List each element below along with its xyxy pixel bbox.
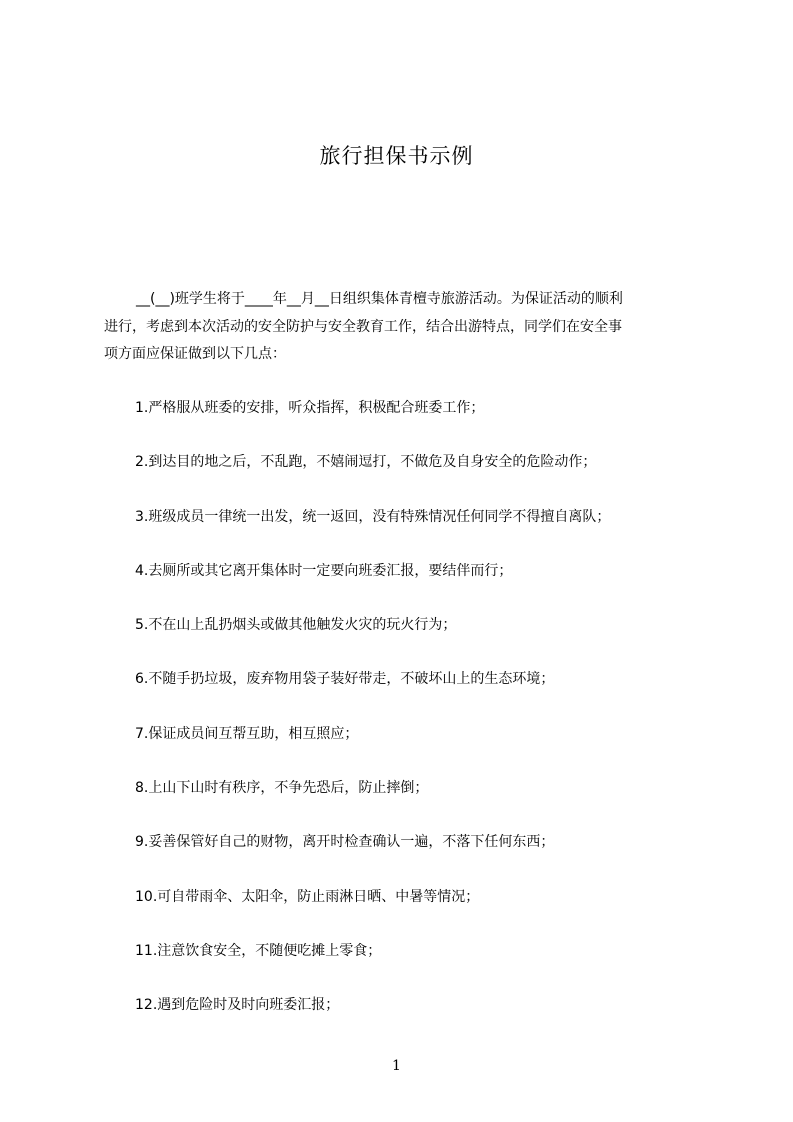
intro-line: 进行，考虑到本次活动的安全防护与安全教育工作，结合出游特点，同学们在安全事: [104, 318, 622, 335]
list-item: 4.去厕所或其它离开集体时一定要向班委汇报，要结伴而行；: [135, 562, 513, 579]
list-item: 8.上山下山时有秩序，不争先恐后，防止摔倒；: [135, 780, 429, 797]
list-item: 1.严格服从班委的安排，听众指挥，积极配合班委工作；: [135, 400, 485, 416]
list-item: 11.注意饮食安全，不随便吃摊上零食；: [135, 942, 382, 959]
list-item: 5.不在山上乱扔烟头或做其他触发火灾的玩火行为；: [135, 617, 457, 634]
guarantee-list: [135, 394, 695, 1046]
list-item: 10.可自带雨伞、太阳伞，防止雨淋日晒、中暑等情况；: [135, 888, 480, 905]
list-item: 12.遇到危险时及时向班委汇报；: [135, 997, 340, 1014]
list-item: 7.保证成员间互帮互助，相互照应；: [135, 725, 359, 742]
list-item: 6.不随手扔垃圾，废弃物用袋子装好带走，不破坏山上的生态环境；: [135, 671, 555, 688]
list-item: 9.妥善保管好自己的财物，离开时检查确认一遍，不落下任何东西；: [135, 834, 555, 851]
intro-line: __(__)班学生将于____年__月__日组织集体青檀寺旅游活动。为保证活动的顺利: [136, 291, 623, 307]
list-item: 2.到达目的地之后，不乱跑，不嬉闹逗打，不做危及自身安全的危险动作；: [135, 454, 597, 471]
page-number: 1: [392, 1058, 401, 1074]
list-item: 3.班级成员一律统一出发，统一返回，没有特殊情况任何同学不得擅自离队；: [135, 508, 611, 525]
document-title: 旅行担保书示例: [319, 144, 474, 168]
intro-line: 项方面应保证做到以下几点：: [104, 346, 286, 362]
intro-paragraph: [104, 286, 704, 369]
